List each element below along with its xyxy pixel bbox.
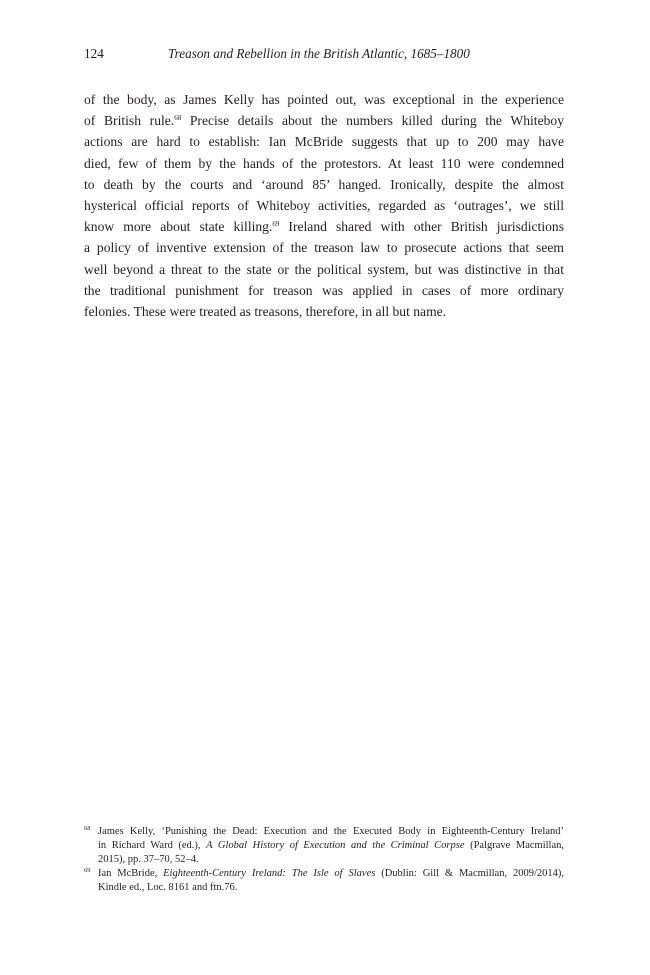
body-line: the traditional punishment for treason was applied in cases of more ordinary (84, 282, 564, 298)
body-paragraph (84, 89, 564, 322)
body-line: of the body, as James Kelly has pointed out, was exceptional in the experience (84, 92, 564, 107)
body-line: to death by the courts and ‘around 85’ hanged. Ironically, despite the almost (84, 176, 564, 192)
footnotes (84, 825, 564, 895)
footnote-text: Ian McBride, (98, 868, 164, 879)
body-line: felonies. These were treated as treasons, therefore, in all but name. (84, 303, 447, 319)
body-line: well beyond a threat to the state or the political system, but was distinctive in that (84, 261, 564, 277)
footnote-text: (Palgrave Macmillan, (464, 840, 564, 851)
body-line: a policy of inventive extension of the treason law to prosecute actions that seem (84, 240, 564, 256)
footnote-68 (84, 825, 564, 867)
body-line: actions are hard to establish: Ian McBride suggests that up to 200 may have (84, 134, 564, 150)
body-line (84, 216, 564, 237)
footnote-text: in Richard Ward (ed.), (98, 840, 207, 851)
footnote-ref-69[interactable]: 69 (272, 220, 280, 229)
footnote-number: 68 (84, 825, 91, 832)
footnote-line (98, 867, 564, 881)
body-text-run: Ireland shared with other British jurisdictions (288, 219, 564, 235)
footnote-line: James Kelly, ‘Punishing the Dead: Execution and the Executed Body in Eighteenth-Century Ireland’ (98, 826, 564, 837)
footnote-line: Kindle ed., Loc. 8161 and ftn.76. (98, 882, 238, 893)
footnote-line: 2015), pp. 37–70, 52–4. (98, 854, 199, 865)
footnote-line (98, 839, 564, 853)
footnote-ref-68[interactable]: 68 (174, 114, 182, 123)
footnote-text: (Dublin: Gill & Macmillan, 2009/2014), (375, 868, 564, 879)
body-line (84, 110, 564, 131)
body-text-run: of British rule. (84, 113, 175, 129)
body-text-run: know more about state killing. (84, 219, 273, 235)
body-text-run: Precise details about the numbers killed during the Whiteboy (189, 113, 564, 129)
body-line: hysterical official reports of Whiteboy activities, regarded as ‘outrages’, we still (84, 197, 564, 213)
page-header (84, 45, 564, 63)
book-title: A Global History of Execution and the Criminal Corpse (206, 840, 465, 851)
page-number: 124 (84, 46, 104, 61)
body-line: died, few of them by the hands of the protestors. At least 110 were condemned (84, 155, 564, 171)
footnote-69 (84, 867, 564, 895)
footnote-number: 69 (84, 867, 91, 874)
running-title: Treason and Rebellion in the British Atlantic, 1685–1800 (168, 46, 470, 61)
book-title: Eighteenth-Century Ireland: The Isle of Slaves (163, 868, 376, 879)
